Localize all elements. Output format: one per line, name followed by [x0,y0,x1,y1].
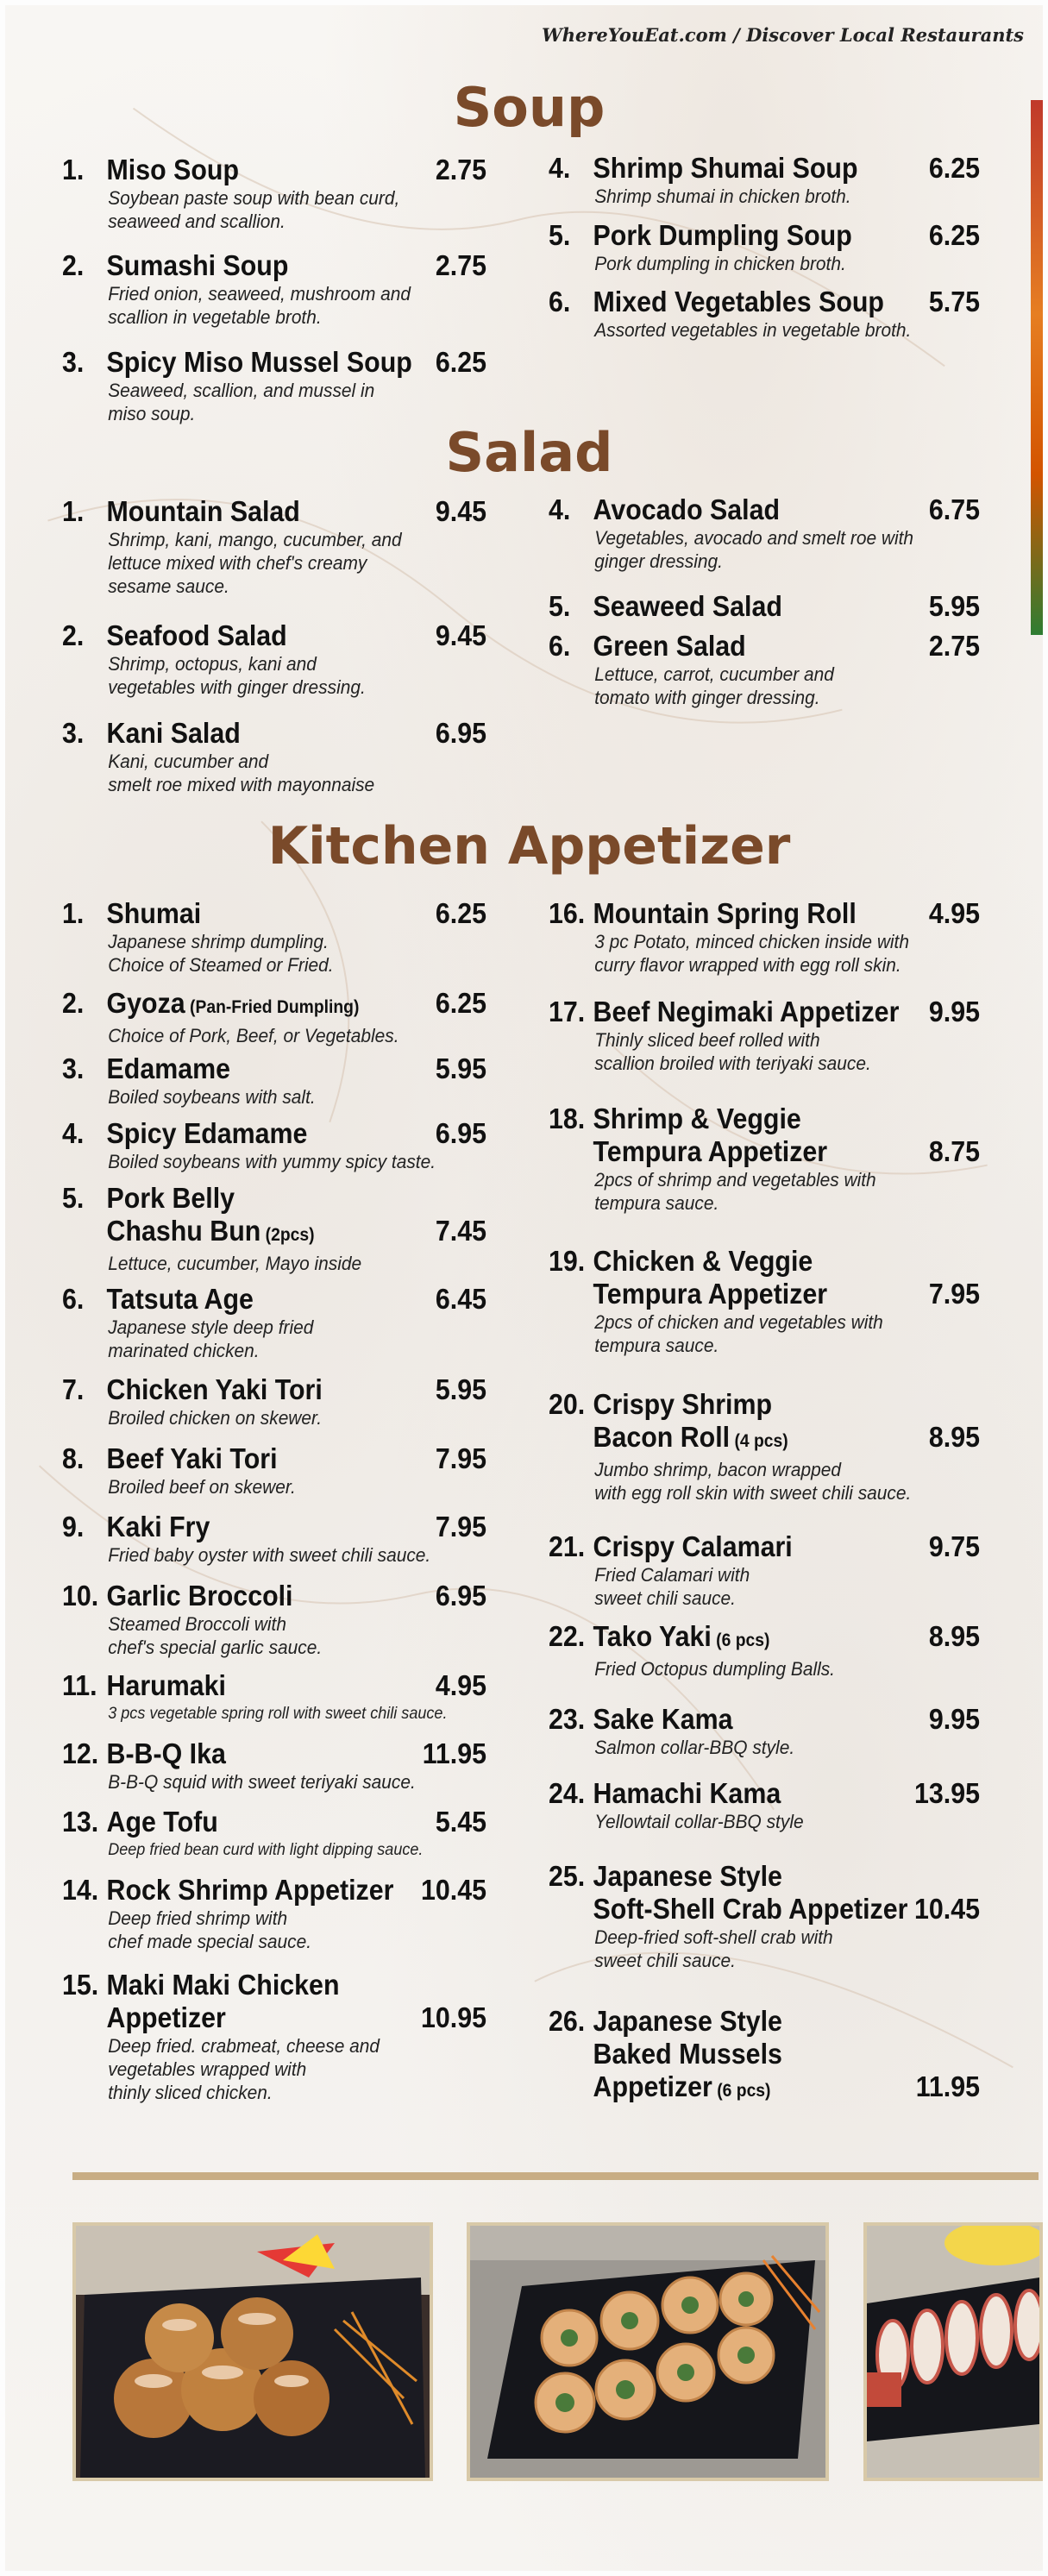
item-price: 11.95 [422,1737,487,1769]
item-price: 4.95 [435,1669,487,1701]
menu-item [62,1669,486,1725]
item-name: Beef Negimaki Appetizer [593,996,900,1027]
photo-edge-strip [1031,100,1043,635]
item-number: 16. [549,897,586,929]
item-name: Garlic Broccoli [106,1580,293,1612]
menu-item [62,346,486,425]
menu-item [549,1530,980,1610]
item-portion-note: (4 pcs) [730,1431,788,1451]
item-description: Assorted vegetables in vegetable broth. [594,319,912,341]
item-price: 6.95 [435,1580,487,1612]
menu-item [62,1969,486,2104]
item-name: Sake Kama [593,1703,733,1735]
item-description: Deep-fried soft-shell crab with [594,1926,833,1948]
item-number: 12. [62,1737,99,1769]
item-name: Harumaki [106,1669,226,1701]
item-price: 9.75 [928,1530,981,1562]
item-name: Japanese Style [593,2005,782,2037]
menu-item [549,286,980,342]
item-number: 9. [62,1511,85,1542]
item-price: 5.45 [435,1806,487,1838]
item-description: Japanese style deep fried [108,1316,314,1338]
item-description: scallion broiled with teriyaki sauce. [594,1052,871,1074]
item-description: 3 pc Potato, minced chicken inside with [594,931,909,952]
item-price: 8.95 [928,1620,981,1652]
item-name: Mountain Salad [106,495,300,527]
item-name: B-B-Q Ika [106,1737,226,1769]
menu-item [62,495,486,598]
menu-item [62,1117,486,1173]
item-portion-note: (6 pcs) [712,2081,771,2101]
item-name: Seaweed Salad [593,590,782,622]
menu-item [62,154,486,233]
item-name: Shumai [106,897,202,929]
item-description: 3 pcs vegetable spring roll with sweet chili sauce. [108,1705,448,1723]
item-description: lettuce mixed with chef's creamy [108,552,367,574]
item-number: 2. [62,619,85,651]
item-number: 6. [549,630,571,662]
item-description: vegetables wrapped with [108,2058,307,2080]
item-name: Green Salad [593,630,746,662]
menu-item [549,1777,980,1833]
item-description: Steamed Broccoli with [108,1613,286,1635]
item-description: B-B-Q squid with sweet teriyaki sauce. [108,1771,416,1793]
item-description: scallion in vegetable broth. [108,306,322,328]
item-number: 21. [549,1530,586,1562]
item-price: 2.75 [435,154,487,185]
item-number: 1. [62,897,85,929]
item-price: 9.45 [435,619,487,651]
menu-item [549,1103,980,1215]
divider-bar [72,2172,1039,2180]
item-name: Maki Maki Chicken [106,1969,340,2001]
item-price: 10.45 [421,1874,487,1906]
item-description: Vegetables, avocado and smelt roe with [594,527,914,549]
item-number: 5. [62,1182,85,1214]
item-name: Edamame [106,1052,230,1084]
menu-item [62,1182,486,1275]
menu-item [62,1052,486,1109]
item-description: chef made special sauce. [108,1931,312,1952]
menu-item [549,1245,980,1357]
item-description: Lettuce, carrot, cucumber and [594,663,834,685]
menu-item [62,619,486,699]
item-price: 8.75 [928,1135,981,1167]
item-name: Chicken & Veggie [593,1245,813,1277]
menu-item [62,1373,486,1429]
item-description: Shrimp shumai in chicken broth. [594,185,851,207]
item-name: Tempura Appetizer [593,1278,828,1310]
item-description: tempura sauce. [594,1192,719,1214]
item-description: Shrimp, kani, mango, cucumber, and [108,529,402,550]
item-number: 3. [62,1052,85,1084]
item-description: Yellowtail collar-BBQ style [594,1811,804,1832]
item-price: 5.95 [928,590,981,622]
item-description: Seaweed, scallion, and mussel in [108,380,375,401]
item-price: 7.95 [435,1511,487,1542]
item-name: Kani Salad [106,717,241,749]
item-price: 7.95 [928,1278,981,1310]
sliced-roll-photo [863,2222,1043,2481]
item-price: 5.75 [928,286,981,317]
item-number: 10. [62,1580,99,1612]
item-price: 6.95 [435,717,487,749]
item-name: Crispy Shrimp [593,1388,773,1420]
menu-item [549,219,980,275]
menu-item [549,152,980,208]
item-name: Rock Shrimp Appetizer [106,1874,394,1906]
item-description: Salmon collar-BBQ style. [594,1737,795,1758]
item-number: 7. [62,1373,85,1405]
item-number: 5. [549,590,571,622]
item-name: Appetizer [106,2001,226,2033]
menu-item [549,996,980,1075]
item-description: Fried onion, seaweed, mushroom and [108,283,411,305]
item-name: Appetizer [593,2070,712,2102]
item-name: Pork Dumpling Soup [593,219,852,251]
item-name: Mountain Spring Roll [593,897,857,929]
item-number: 11. [62,1669,97,1701]
item-number: 2. [62,249,85,281]
menu-item [549,1703,980,1759]
item-description: curry flavor wrapped with egg roll skin. [594,954,901,976]
menu-item [62,1580,486,1659]
item-name: Beef Yaki Tori [106,1442,278,1474]
item-name: Soft-Shell Crab Appetizer [593,1893,908,1925]
menu-item [549,630,980,709]
item-number: 18. [549,1103,586,1134]
item-price: 10.95 [421,2001,487,2033]
item-description: 2pcs of chicken and vegetables with [594,1311,883,1333]
item-name: Mixed Vegetables Soup [593,286,884,317]
menu-item [549,1388,980,1505]
item-name: Tako Yaki [593,1620,712,1652]
item-description: Boiled soybeans with yummy spicy taste. [108,1151,436,1172]
item-number: 6. [62,1283,85,1315]
menu-item [62,249,486,329]
item-number: 3. [62,346,85,378]
item-price: 9.95 [928,996,981,1027]
item-price: 7.95 [435,1442,487,1474]
item-name: Baked Mussels [593,2038,782,2070]
item-price: 6.25 [928,219,981,251]
item-number: 13. [62,1806,99,1838]
item-description: Fried Octopus dumpling Balls. [594,1658,835,1680]
item-description: chef's special garlic sauce. [108,1637,323,1658]
item-description: seaweed and scallion. [108,210,286,232]
item-description: Pork dumpling in chicken broth. [594,253,846,274]
item-price: 10.45 [914,1893,981,1925]
item-description: thinly sliced chicken. [108,2082,273,2103]
item-name: Crispy Calamari [593,1530,793,1562]
item-description: Japanese shrimp dumpling. [108,931,329,952]
menu-item [62,1511,486,1567]
item-number: 23. [549,1703,586,1735]
item-number: 14. [62,1874,99,1906]
item-number: 1. [62,495,85,527]
item-price: 6.75 [928,493,981,525]
item-portion-note: (Pan-Fried Dumpling) [185,997,360,1017]
item-price: 13.95 [914,1777,981,1809]
item-description: with egg roll skin with sweet chili sauce. [594,1482,912,1504]
menu-item [549,493,980,573]
item-price: 5.95 [435,1373,487,1405]
item-description: Kani, cucumber and [108,751,269,772]
item-description: sesame sauce. [108,575,229,597]
menu-item [62,717,486,796]
item-price: 4.95 [928,897,981,929]
item-price: 8.95 [928,1421,981,1453]
item-price: 9.95 [928,1703,981,1735]
item-description: Broiled beef on skewer. [108,1476,296,1498]
item-name: Bacon Roll [593,1421,731,1453]
item-description: Lettuce, cucumber, Mayo inside [108,1253,362,1274]
item-name: Seafood Salad [106,619,287,651]
item-price: 9.45 [435,495,487,527]
item-name: Shrimp & Veggie [593,1103,801,1134]
item-name: Chicken Yaki Tori [106,1373,323,1405]
item-name: Hamachi Kama [593,1777,781,1809]
item-description: Choice of Steamed or Fried. [108,954,334,976]
item-description: Deep fried shrimp with [108,1907,288,1929]
item-number: 19. [549,1245,586,1277]
stuffed-mussels-photo [467,2222,829,2481]
item-number: 5. [549,219,571,251]
item-price: 6.25 [435,987,487,1019]
item-description: Fried baby oyster with sweet chili sauce. [108,1544,431,1566]
item-number: 3. [62,717,85,749]
item-description: Thinly sliced beef rolled with [594,1029,820,1051]
site-caption: WhereYouEat.com / Discover Local Restaurants [542,24,1024,46]
item-portion-note: (6 pcs) [711,1630,770,1650]
item-name: Spicy Miso Mussel Soup [106,346,412,378]
item-description: ginger dressing. [594,550,723,572]
item-price: 7.45 [435,1215,487,1247]
menu-item [549,1860,980,1972]
item-number: 4. [549,493,571,525]
item-price: 6.95 [435,1117,487,1149]
item-name: Tatsuta Age [106,1283,254,1315]
item-number: 26. [549,2005,586,2037]
item-number: 8. [62,1442,85,1474]
menu-item [549,897,980,977]
soup-heading: Soup [453,76,606,139]
takoyaki-photo [72,2222,433,2481]
item-description: tomato with ginger dressing. [594,687,820,708]
item-number: 20. [549,1388,586,1420]
menu-item [549,1620,980,1681]
item-name: Chashu Bun [106,1215,261,1247]
item-name: Tempura Appetizer [593,1135,828,1167]
item-name: Gyoza [106,987,185,1019]
item-description: Boiled soybeans with salt. [108,1086,316,1108]
item-description: smelt roe mixed with mayonnaise [108,774,375,795]
item-portion-note: (2pcs) [260,1225,315,1245]
item-price: 6.25 [928,152,981,184]
item-number: 25. [549,1860,586,1892]
salad-heading: Salad [445,421,613,484]
item-number: 4. [62,1117,85,1149]
item-price: 2.75 [435,249,487,281]
item-number: 6. [549,286,571,317]
menu-item [62,1442,486,1498]
item-name: Shrimp Shumai Soup [593,152,858,184]
item-price: 6.45 [435,1283,487,1315]
item-description: Deep fried. crabmeat, cheese and [108,2035,380,2057]
item-description: marinated chicken. [108,1340,260,1361]
item-description: Broiled chicken on skewer. [108,1407,323,1429]
item-description: miso soup. [108,403,196,424]
item-description: tempura sauce. [594,1335,719,1356]
item-number: 1. [62,154,85,185]
menu-item [549,590,980,623]
item-description: vegetables with ginger dressing. [108,676,366,698]
menu-item [62,1806,486,1862]
menu-item [62,1737,486,1794]
menu-item [549,2005,980,2108]
item-name: Age Tofu [106,1806,218,1838]
menu-item [62,897,486,977]
item-description: Choice of Pork, Beef, or Vegetables. [108,1025,399,1046]
item-name: Japanese Style [593,1860,782,1892]
item-number: 15. [62,1969,99,2001]
item-name: Avocado Salad [593,493,781,525]
item-description: Fried Calamari with [594,1564,750,1586]
item-number: 2. [62,987,85,1019]
item-number: 22. [549,1620,586,1652]
item-description: Shrimp, octopus, kani and [108,653,317,675]
item-description: Deep fried bean curd with light dipping sauce. [108,1841,424,1859]
item-name: Pork Belly [106,1182,235,1214]
kitchen-appetizer-heading: Kitchen Appetizer [267,816,791,876]
item-description: Soybean paste soup with bean curd, [108,187,400,209]
item-description: Jumbo shrimp, bacon wrapped [594,1459,841,1480]
menu-item [62,987,486,1047]
item-description: sweet chili sauce. [594,1587,737,1609]
menu-item [62,1283,486,1362]
item-name: Miso Soup [106,154,240,185]
item-number: 4. [549,152,571,184]
item-price: 6.25 [435,346,487,378]
item-price: 11.95 [915,2070,981,2102]
menu-item [62,1874,486,1953]
item-price: 5.95 [435,1052,487,1084]
item-price: 2.75 [928,630,981,662]
item-name: Kaki Fry [106,1511,210,1542]
item-number: 17. [549,996,586,1027]
item-name: Spicy Edamame [106,1117,308,1149]
item-description: sweet chili sauce. [594,1950,737,1971]
item-number: 24. [549,1777,586,1809]
item-price: 6.25 [435,897,487,929]
item-name: Sumashi Soup [106,249,289,281]
item-description: 2pcs of shrimp and vegetables with [594,1169,876,1191]
